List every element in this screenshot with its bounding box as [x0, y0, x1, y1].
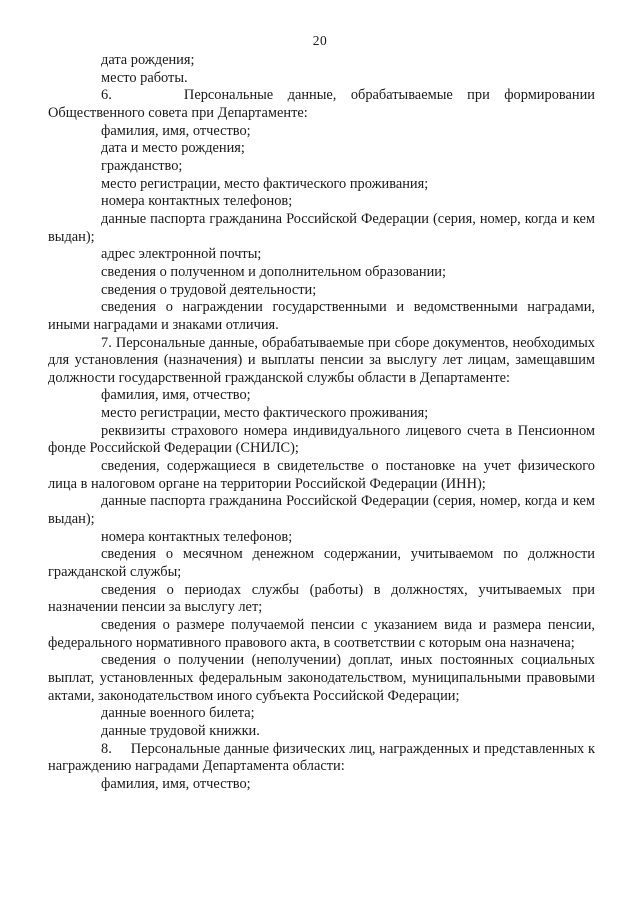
- list-item: сведения о полученном и дополнительном образовании;: [101, 263, 446, 280]
- list-item: сведения о трудовой деятельности;: [101, 281, 317, 298]
- list-item: данные трудовой книжки.: [101, 722, 260, 739]
- list-item: место регистрации, место фактического проживания;: [101, 175, 429, 192]
- list-item: сведения о месячном денежном содержании, учитываемом по должности гражданской службы;: [48, 546, 595, 581]
- list-item: данные паспорта гражданина Российской Федерации (серия, номер, когда и кем выдан);: [48, 210, 595, 245]
- page-number: 20: [312, 33, 328, 48]
- list-item: адрес электронной почты;: [101, 246, 262, 263]
- list-item: номера контактных телефонов;: [101, 528, 293, 545]
- list-item: фамилия, имя, отчество;: [101, 122, 251, 139]
- list-item: данные военного билета;: [101, 705, 255, 722]
- section-6-heading: 6. Персональные данные, обрабатываемые при формировании Общественного совета при Департаменте:: [48, 87, 595, 121]
- list-item: гражданство;: [101, 157, 183, 174]
- list-item: место регистрации, место фактического проживания;: [101, 405, 429, 422]
- list-item: дата и место рождения;: [101, 140, 245, 157]
- list-item: фамилия, имя, отчество;: [101, 775, 251, 792]
- section-7-heading: 7. Персональные данные, обрабатываемые при сборе документов, необходимых для установления (назначения) и выплаты пенсии за выслугу лет лицам, замещавшим должности государственной гражданской службы области в Департаменте:: [48, 334, 595, 386]
- list-item: сведения, содержащиеся в свидетельстве о постановке на учет физического лица в налоговом органе на территории Российской Федерации (ИНН);: [48, 458, 595, 492]
- list-item: сведения о размере получаемой пенсии с указанием вида и размера пенсии, федерального нормативного правового акта, в соответствии с которым она назначена;: [48, 617, 595, 651]
- list-item: сведения о получении (неполучении) доплат, иных постоянных социальных выплат, установленных федеральным законодательством, муниципальными правовыми актами, законодательством иного субъекта Российской Федерации;: [48, 652, 595, 704]
- list-item: дата рождения;: [101, 52, 195, 68]
- section-8-heading: 8. Персональные данные физических лиц, награжденных и представленных к награждению наградами Департамента области:: [48, 740, 595, 775]
- list-item: данные паспорта гражданина Российской Федерации (серия, номер, когда и кем выдан);: [48, 493, 595, 528]
- list-item: номера контактных телефонов;: [101, 193, 293, 210]
- list-item: сведения о награждении государственными и ведомственными наградами, иными наградами и знаками отличия.: [48, 299, 595, 333]
- list-item: сведения о периодах службы (работы) в должностях, учитываемых при назначении пенсии за выслугу лет;: [48, 581, 595, 616]
- list-item: место работы.: [101, 69, 188, 86]
- list-item: фамилия, имя, отчество;: [101, 387, 251, 404]
- document-body: [48, 52, 595, 794]
- list-item: реквизиты страхового номера индивидуального лицевого счета в Пенсионном фонде Российской Федерации (СНИЛС);: [48, 422, 595, 457]
